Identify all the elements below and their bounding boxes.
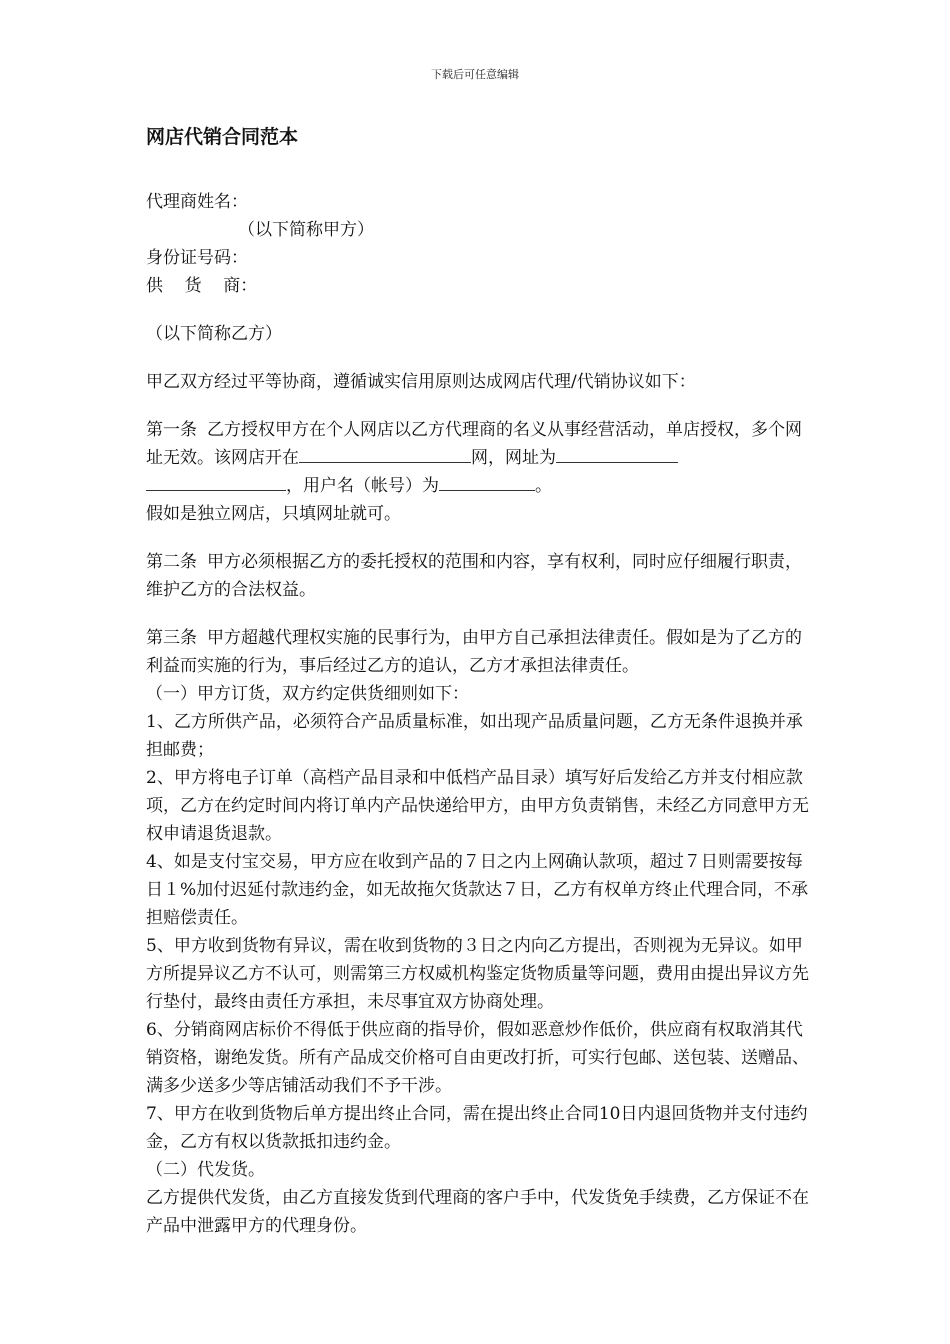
spacer <box>146 348 811 368</box>
article-2-number: 第二条 <box>146 552 197 572</box>
article-1-text-d: 。 <box>535 476 552 496</box>
list-item: 7、甲方在收到货物后单方提出终止合同，需在提出终止合同10日内退回货物并支付违约金，乙方有权以货款抵扣违约金。 <box>146 1104 808 1152</box>
article-1-number: 第一条 <box>146 420 197 440</box>
party-b-note: （以下简称乙方） <box>146 324 282 344</box>
list-item: 2、甲方将电子订单（高档产品目录和中低档产品目录）填写好后发给乙方并支付相应款项，乙方在约定时间内将订单内产品快递给甲方，由甲方负责销售，未经乙方同意甲方无权申请退货退款。 <box>146 768 809 844</box>
article-1-note: 假如是独立网店，只填网址就可。 <box>146 504 401 524</box>
party-a-note: （以下简称甲方） <box>238 220 374 240</box>
section-2-text: 乙方提供代发货，由乙方直接发货到代理商的客户手中，代发货免手续费，乙方保证不在产品中泄露甲方的代理身份。 <box>146 1188 809 1236</box>
url-blank[interactable] <box>556 444 678 463</box>
spacer <box>146 604 811 624</box>
agent-name-label: 代理商姓名： <box>146 192 248 212</box>
id-number-label: 身份证号码： <box>146 248 248 268</box>
spacer <box>146 396 811 416</box>
list-item: 1、乙方所供产品，必须符合产品质量标准，如出现产品质量问题，乙方无条件退换并承担邮费； <box>146 712 803 760</box>
spacer <box>146 528 811 548</box>
article-2 <box>146 548 811 604</box>
article-3-text: 甲方超越代理权实施的民事行为，由甲方自己承担法律责任。假如是为了乙方的利益而实施的行为，事后经过乙方的追认，乙方才承担法律责任。 <box>146 628 802 676</box>
article-3 <box>146 624 811 680</box>
article-3-number: 第三条 <box>146 628 197 648</box>
username-blank[interactable] <box>439 472 535 491</box>
page-title: 网店代销合同范本 <box>146 126 299 148</box>
article-1-text-b: 网，网址为 <box>471 448 556 468</box>
article-1 <box>146 416 811 500</box>
article-1-text-c: ，用户名（帐号）为 <box>286 476 439 496</box>
document-body <box>146 120 811 1240</box>
supplier-label: 供 货 商： <box>146 276 258 296</box>
article-1-text: 乙方授权甲方在个人网店以乙方代理商的名义从事经营活动，单店授权，多个网址无效。该网店开在 <box>146 420 802 468</box>
header-note: 下载后可任意编辑 <box>431 68 519 81</box>
spacer <box>146 300 811 320</box>
url-blank-cont[interactable] <box>146 472 286 491</box>
article-2-text: 甲方必须根据乙方的委托授权的范围和内容，享有权利，同时应仔细履行职责，维护乙方的合法权益。 <box>146 552 802 600</box>
list-item: 5、甲方收到货物有异议，需在收到货物的３日之内向乙方提出，否则视为无异议。如甲方所提异议乙方不认可，则需第三方权威机构鉴定货物质量等问题，费用由提出异议方先行垫付，最终由责任方承担，未尽事宜双方协商处理。 <box>146 936 809 1012</box>
section-2-title: （二）代发货。 <box>146 1160 265 1180</box>
intro-paragraph: 甲乙双方经过平等协商，遵循诚实信用原则达成网店代理/代销协议如下： <box>146 372 696 392</box>
list-item: 6、分销商网店标价不得低于供应商的指导价，假如恶意炒作低价，供应商有权取消其代销资格，谢绝发货。所有产品成交价格可自由更改打折，可实行包邮、送包装、送赠品、满多少送多少等店铺活动我们不予干涉。 <box>146 1020 809 1096</box>
site-blank[interactable] <box>299 444 471 463</box>
section-1-title: （一）甲方订货，双方约定供货细则如下： <box>146 684 469 704</box>
list-item: 4、如是支付宝交易，甲方应在收到产品的７日之内上网确认款项，超过７日则需要按每日１%加付迟延付款违约金，如无故拖欠货款达７日，乙方有权单方终止代理合同，不承担赔偿责任。 <box>146 852 809 928</box>
